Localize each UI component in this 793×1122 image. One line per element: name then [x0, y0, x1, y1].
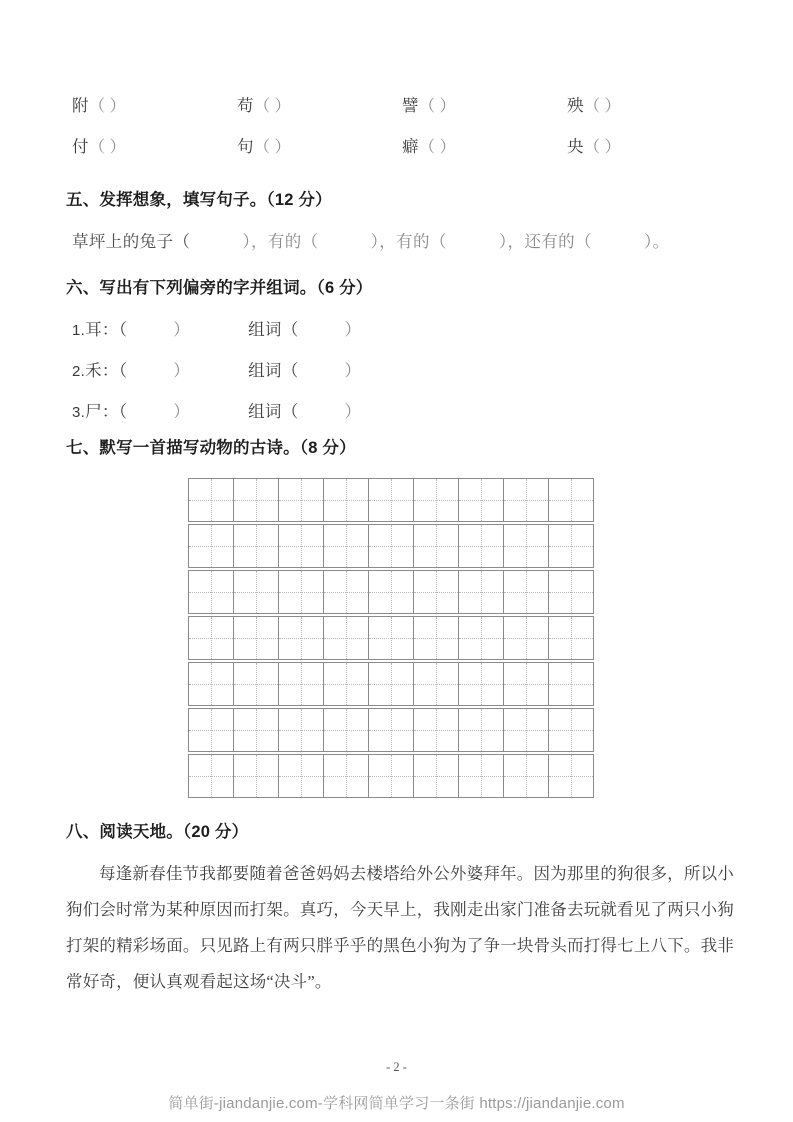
writing-grid-cell[interactable]: [324, 479, 369, 521]
writing-grid-cell[interactable]: [189, 571, 234, 613]
writing-grid-row: [188, 662, 594, 706]
section-7-title: 七、默写一首描写动物的古诗。（8 分）: [66, 439, 356, 457]
writing-grid-cell[interactable]: [234, 571, 279, 613]
answer-parenthesis[interactable]: （ ）: [254, 98, 291, 115]
answer-parenthesis[interactable]: （ ）: [419, 98, 456, 115]
word-label: 组词（: [248, 361, 299, 380]
writing-grid-cell[interactable]: [279, 663, 324, 705]
writing-grid-cell[interactable]: [234, 617, 279, 659]
writing-grid-row: [188, 478, 594, 522]
answer-parenthesis[interactable]: （ ）: [584, 98, 621, 115]
character-cell: [72, 92, 237, 116]
radical-label: 禾：（: [85, 361, 128, 380]
writing-grid-cell[interactable]: [369, 755, 414, 797]
answer-parenthesis[interactable]: （ ）: [419, 139, 456, 156]
writing-grid-cell[interactable]: [369, 617, 414, 659]
writing-grid-cell[interactable]: [369, 525, 414, 567]
writing-grid-cell[interactable]: [189, 525, 234, 567]
character-cell: [567, 133, 732, 157]
writing-grid-cell[interactable]: [459, 571, 504, 613]
writing-grid-cell[interactable]: [279, 709, 324, 751]
section-8: [66, 818, 726, 842]
writing-grid-cell[interactable]: [459, 755, 504, 797]
writing-grid-cell[interactable]: [324, 663, 369, 705]
writing-grid-cell[interactable]: [504, 571, 549, 613]
writing-grid-cell[interactable]: [504, 479, 549, 521]
word-label: 组词（: [248, 320, 299, 339]
writing-grid-cell[interactable]: [504, 663, 549, 705]
sentence-part-4: ），还有的（: [498, 232, 592, 251]
writing-grid-cell[interactable]: [189, 709, 234, 751]
section-7: [66, 434, 726, 458]
writing-grid-cell[interactable]: [369, 663, 414, 705]
writing-grid-cell[interactable]: [279, 617, 324, 659]
item-number: 3.: [72, 404, 86, 421]
answer-parenthesis[interactable]: （ ）: [584, 139, 621, 156]
character-glyph: 苟: [237, 96, 254, 115]
writing-grid-cell[interactable]: [279, 479, 324, 521]
answer-parenthesis[interactable]: （ ）: [254, 139, 291, 156]
writing-grid-row: [188, 616, 594, 660]
writing-grid-cell[interactable]: [324, 525, 369, 567]
character-glyph: 央: [567, 137, 584, 156]
writing-grid-cell[interactable]: [459, 709, 504, 751]
writing-grid-row: [188, 754, 594, 798]
section-5: [66, 186, 726, 210]
writing-grid-cell[interactable]: [459, 479, 504, 521]
writing-grid-cell[interactable]: [549, 755, 594, 797]
word-label: 组词（: [248, 402, 299, 421]
watermark-text: 简单街-jiandanjie.com-学科网简单学习一条街 https://jiandanjie.com: [168, 1095, 625, 1112]
character-glyph: 殃: [567, 96, 584, 115]
writing-grid-cell[interactable]: [234, 663, 279, 705]
character-cell: [237, 133, 402, 157]
character-cell: [72, 133, 237, 157]
radical-item: [72, 398, 732, 439]
writing-grid-cell[interactable]: [279, 755, 324, 797]
radical-label: 耳：（: [85, 320, 128, 339]
writing-grid-cell[interactable]: [549, 525, 594, 567]
writing-grid-cell[interactable]: [234, 525, 279, 567]
answer-parenthesis[interactable]: （ ）: [89, 98, 126, 115]
writing-grid-cell[interactable]: [189, 663, 234, 705]
passage-paragraph: 每逢新春佳节我都要随着爸爸妈妈去楼塔给外公外婆拜年。因为那里的狗很多，所以小狗们会时常为某种原因而打架。真巧，今天早上，我刚走出家门准备去玩就看见了两只小狗打架的精彩场面。只见路上有两只胖乎乎的黑色小狗为了争一块骨头而打得七上八下。我非常好奇，便认真观看起这场“决斗”。: [66, 864, 734, 991]
writing-grid-cell[interactable]: [234, 479, 279, 521]
writing-grid-cell[interactable]: [414, 709, 459, 751]
section-5-sentence-row: [72, 228, 732, 252]
writing-grid-cell[interactable]: [549, 709, 594, 751]
sentence-part-3: ），有的（: [370, 232, 447, 251]
character-cell: [402, 92, 567, 116]
reading-passage: [66, 856, 734, 1000]
writing-grid-cell[interactable]: [414, 617, 459, 659]
writing-grid-cell[interactable]: [324, 617, 369, 659]
item-number: 1.: [72, 322, 86, 339]
section-6: [66, 274, 726, 298]
writing-grid-cell[interactable]: [459, 617, 504, 659]
character-glyph: 句: [237, 137, 254, 156]
writing-grid-cell[interactable]: [549, 571, 594, 613]
writing-grid-cell[interactable]: [504, 709, 549, 751]
sentence-part-1: 草坪上的兔子（: [72, 232, 191, 251]
writing-grid-cell[interactable]: [414, 663, 459, 705]
close-paren: ）: [173, 361, 191, 380]
section-6-items: [72, 316, 732, 439]
writing-grid-cell[interactable]: [369, 571, 414, 613]
character-cell: [237, 92, 402, 116]
writing-grid-cell[interactable]: [549, 479, 594, 521]
writing-grid-row: [188, 708, 594, 752]
writing-grid-cell[interactable]: [189, 617, 234, 659]
writing-grid-cell[interactable]: [324, 571, 369, 613]
answer-parenthesis[interactable]: （ ）: [89, 139, 126, 156]
section-6-title: 六、写出有下列偏旁的字并组词。（6 分）: [66, 279, 373, 297]
radical-item: [72, 357, 732, 398]
writing-grid-cell[interactable]: [459, 525, 504, 567]
writing-grid-row: [188, 524, 594, 568]
writing-grid-cell[interactable]: [549, 663, 594, 705]
radical-item: [72, 316, 732, 357]
writing-grid-cell[interactable]: [324, 755, 369, 797]
close-paren: ）: [344, 361, 362, 380]
writing-grid-cell[interactable]: [414, 525, 459, 567]
writing-grid-cell[interactable]: [279, 571, 324, 613]
character-cell: [402, 133, 567, 157]
character-glyph: 付: [72, 137, 89, 156]
page-number: - 2 -: [386, 1060, 407, 1074]
character-glyph: 癖: [402, 137, 419, 156]
writing-grid-cell[interactable]: [459, 663, 504, 705]
close-paren: ）: [344, 402, 362, 421]
writing-grid-cell[interactable]: [504, 755, 549, 797]
section-8-title: 八、阅读天地。（20 分）: [66, 823, 249, 841]
writing-grid-cell[interactable]: [189, 479, 234, 521]
writing-grid-cell[interactable]: [234, 755, 279, 797]
close-paren: ）: [173, 320, 191, 339]
writing-grid[interactable]: [188, 478, 594, 800]
radical-label: 尸：（: [85, 402, 128, 421]
sentence-part-2: ），有的（: [242, 232, 319, 251]
character-glyph: 附: [72, 96, 89, 115]
writing-grid-row: [188, 570, 594, 614]
sentence-part-5: ）。: [643, 232, 670, 251]
character-glyph: 譬: [402, 96, 419, 115]
writing-grid-cell[interactable]: [189, 755, 234, 797]
section-5-title: 五、发挥想象，填写句子。（12 分）: [66, 191, 332, 209]
character-pair-row: [72, 92, 732, 133]
character-pair-row: [72, 133, 732, 174]
fill-in-sentence: [72, 228, 732, 252]
writing-grid-cell[interactable]: [504, 617, 549, 659]
character-cell: [567, 92, 732, 116]
writing-grid-cell[interactable]: [414, 571, 459, 613]
close-paren: ）: [344, 320, 362, 339]
writing-grid-cell[interactable]: [324, 709, 369, 751]
writing-grid-cell[interactable]: [504, 525, 549, 567]
writing-grid-cell[interactable]: [414, 755, 459, 797]
character-pairs-block: [72, 92, 732, 174]
writing-grid-cell[interactable]: [369, 709, 414, 751]
writing-grid-cell[interactable]: [414, 479, 459, 521]
writing-grid-cell[interactable]: [369, 479, 414, 521]
writing-grid-cell[interactable]: [549, 617, 594, 659]
item-number: 2.: [72, 363, 86, 380]
close-paren: ）: [173, 402, 191, 421]
writing-grid-cell[interactable]: [279, 525, 324, 567]
reading-passage-block: [66, 856, 734, 1000]
writing-grid-cell[interactable]: [234, 709, 279, 751]
